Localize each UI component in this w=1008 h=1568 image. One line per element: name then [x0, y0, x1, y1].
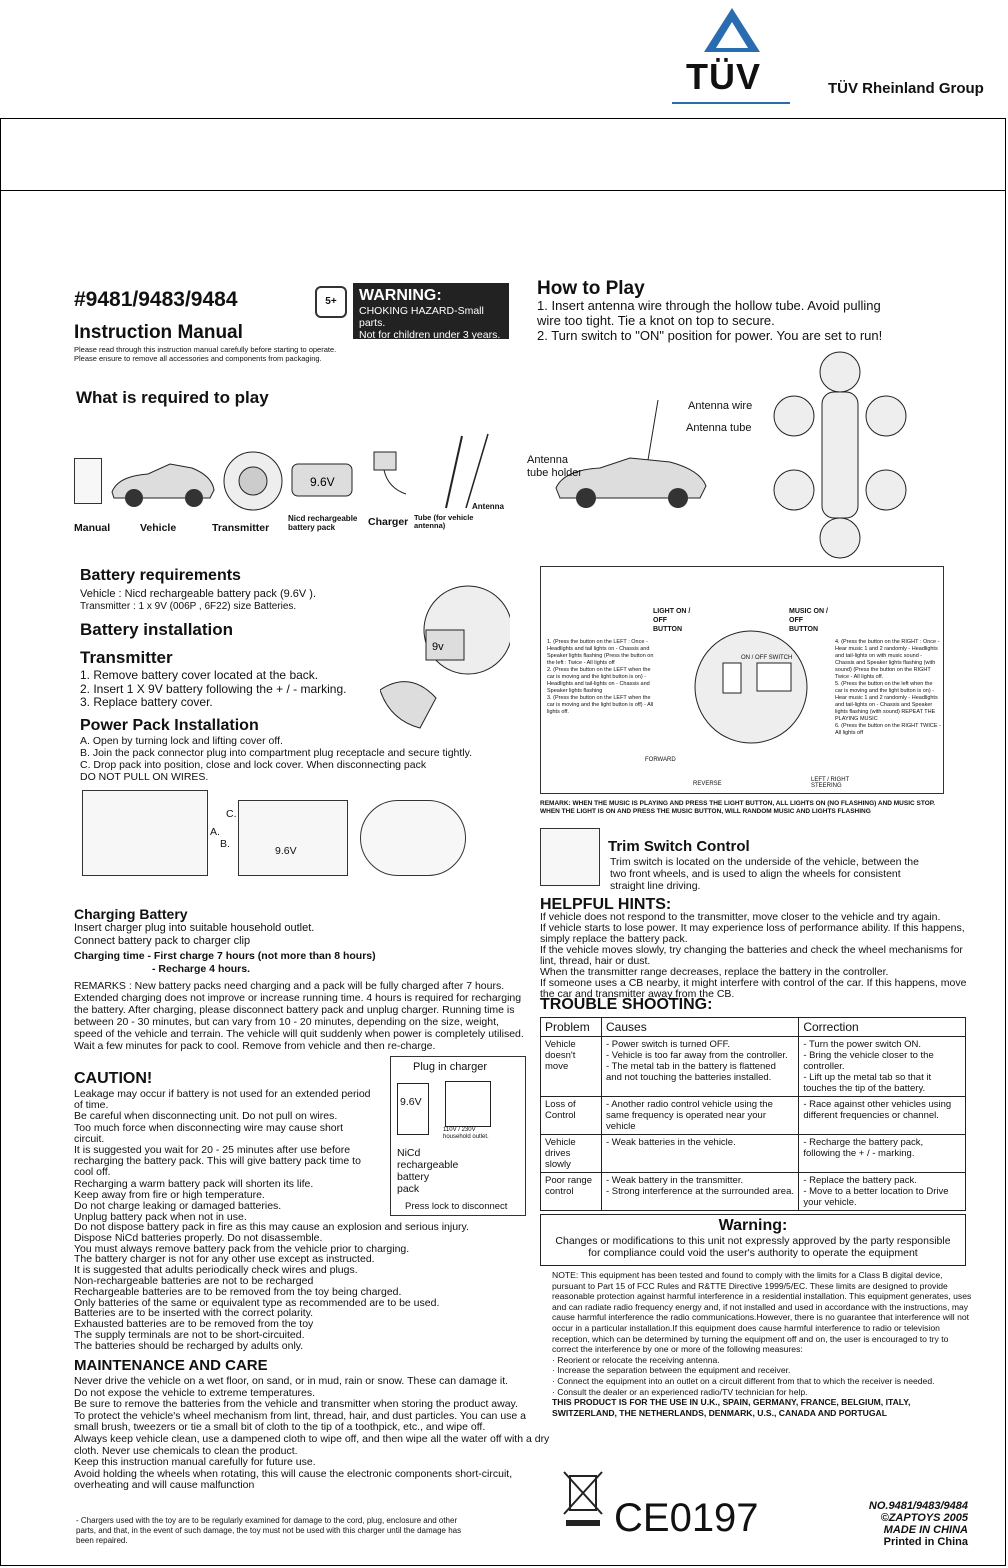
caution-item: You must always remove battery pack from the vehicle prior to charging. [74, 1242, 410, 1255]
power-pack-title: Power Pack Installation [80, 717, 259, 734]
how-to-play-title: How to Play [537, 278, 645, 299]
vehicle-image [108, 456, 218, 515]
header-correction: Correction [799, 1018, 966, 1037]
battery-req-text [80, 588, 316, 613]
hint-item: If vehicle does not respond to the transmitter, move closer to the vehicle and try again. [540, 911, 941, 923]
caution-item: It is suggested that adults periodically check wires and plugs. [74, 1264, 358, 1277]
warning-box [540, 1214, 966, 1266]
maintenance-item: Be sure to remove the batteries from the vehicle and transmitter when storing the product away. [74, 1398, 518, 1411]
battery-pack-icon [397, 1083, 429, 1135]
right-notes [835, 639, 941, 737]
fix: - Lift up the metal tab so that it touches the tip of the battery. [803, 1072, 932, 1094]
maintenance-item: Keep this instruction manual carefully for future use. [74, 1456, 316, 1469]
header-causes: Causes [602, 1018, 799, 1037]
age-icon: 5+ [315, 286, 347, 318]
cell-problem: Vehicle doesn't move [541, 1037, 602, 1097]
fcc-text: NOTE: This equipment has been tested and found to comply with the limits for a Class B digital device, pursuant to Part 15 of FCC Rules and R&TTE Directive 1999/5/EC. These limits are designed to provide reasonable protection against harmful interference in a residential installation. This equipment generates, uses and can radiate radio frequency energy and, if not installed and used in accordance with the instructions, may cause harmful interference the radio communications.However, there is no guarantee that interference will not occur in a particular installation.If this equipment does cause harmful interference to radio or television reception, which can be determined by turning the equipment off and on, the user is encouraged to try to correct the interference by one or more of the following measures: [552, 1270, 972, 1355]
hint-item: If vehicle starts to lose power. It may experience loss of performance ability. If this happens, simply replace the battery pack. [540, 922, 965, 945]
trouble-title: TROUBLE SHOOTING: [540, 996, 713, 1013]
note: 2. (Press the button on the LEFT when the car is moving and the light button is on) - Headlights and tail-lights on - Chassis and Speaker lights flashing [547, 667, 651, 694]
footer-line: NO.9481/9483/9484 [868, 1500, 968, 1512]
caution-item: It is suggested you wait for 20 - 25 minutes after use before recharging the battery pack. This will give battery pack time to cool off. [74, 1144, 361, 1179]
charging-title: Charging Battery [74, 906, 188, 922]
power-pack-steps [80, 735, 520, 783]
item-label: Charger [368, 516, 409, 528]
warning-line: CHOKING HAZARD-Small parts. [359, 305, 484, 329]
step: 2. Insert 1 X 9V battery following the + / - marking. [80, 681, 347, 696]
how-to-play-steps [537, 298, 897, 343]
hints-list [540, 912, 968, 1000]
cause: - Weak batteries in the vehicle. [606, 1137, 736, 1148]
maintenance-title: MAINTENANCE AND CARE [74, 1357, 268, 1374]
caution-item: Do not dispose battery pack in fire as this may cause an explosion and serious injury. [74, 1221, 469, 1233]
music-button-label: MUSIC ON / OFF BUTTON [789, 608, 828, 633]
table-row [541, 1135, 966, 1173]
fix: - Recharge the battery pack, following the + / - marking. [803, 1137, 924, 1159]
cause: - Power switch is turned OFF. [606, 1039, 731, 1050]
manual-title: Instruction Manual [74, 322, 243, 343]
cause: - Strong interference at the surrounded area. [606, 1186, 795, 1197]
item-label: Vehicle [140, 522, 177, 534]
fix: - Move to a better location to Drive your vehicle. [803, 1186, 949, 1208]
cell-fix [799, 1097, 966, 1135]
trim-text: Trim switch is located on the underside of the vehicle, between the two front wheels, and is used to align the wheels for consistent straight line driving. [610, 856, 919, 892]
charging-remarks: REMARKS : New battery packs need charging and a pack will be fully charged after 7 hours. Extended charging does not improve or increase running time. 4 hours is required for recharging the battery. After charging, please disconnect battery pack and unplug charger. Running time is between 20 - 30 minutes, but can vary from 10 - 20 minutes, depending on the size, weight, speed of the vehicle and terrain. The vehicle will quit suddenly when power is completely utilised. Wait a few minutes for pack to cool. Remove from vehicle and then re-charge. [74, 980, 524, 1052]
plug-label: Plug in charger [413, 1061, 487, 1073]
cell-causes [602, 1135, 799, 1173]
trouble-table [540, 1017, 966, 1211]
cause: - Another radio control vehicle using the same frequency is operated near your vehicle [606, 1099, 773, 1132]
warning-box-title: Warning: [718, 1217, 788, 1234]
fcc-countries: THIS PRODUCT IS FOR THE USE IN U.K., SPAIN, GERMANY, FRANCE, BELGIUM, ITALY, SWITZERLAND, THE NETHERLANDS, DENMARK, U.S., CANADA AND PORTUGAL [552, 1397, 911, 1418]
pack-volt-label: 9.6V [275, 845, 297, 857]
maintenance-list [74, 1376, 552, 1492]
svg-text:9v: 9v [432, 641, 444, 653]
tube-holder-label: Antenna tube holder [527, 454, 583, 479]
fcc-notice [552, 1270, 972, 1418]
item-label: Manual [74, 522, 111, 534]
cause: - Weak battery in the transmitter. [606, 1175, 744, 1186]
switch-label: ON / OFF SWITCH [741, 655, 793, 661]
caution-item: Batteries are to be inserted with the correct polarity. [74, 1307, 314, 1320]
note: 4. (Press the button on the RIGHT : Once - Hear music 1 and 2 randomly - Headlights and tail-lights on with music sound - Chassis and Speaker lights flashing (with sound) (Press the button on the RIGHT Twice - All lights off. [835, 639, 940, 680]
cell-fix [799, 1037, 966, 1097]
battery-volt: 9.6V [400, 1096, 422, 1108]
fix: - Bring the vehicle closer to the controller. [803, 1050, 934, 1072]
table-row [541, 1037, 966, 1097]
play-step: 2. Turn switch to "ON" position for power. You are set to run! [537, 328, 883, 343]
caution-item: Dispose NiCd batteries properly. Do not disassemble. [74, 1231, 323, 1244]
charging-line: Connect battery pack to charger clip [74, 934, 251, 947]
step: B. Join the pack connector plug into compartment plug receptacle and secure tightly. [80, 747, 473, 759]
caution-item: Leakage may occur if battery is not used for an extended period of time. [74, 1088, 371, 1112]
transmitter-image [222, 450, 284, 517]
step: A. Open by turning lock and lifting cover off. [80, 735, 283, 747]
caution-item: The batteries should be recharged by adults only. [74, 1339, 304, 1352]
cell-causes [602, 1173, 799, 1211]
caution-item: Do not charge leaking or damaged batteries. [74, 1200, 282, 1213]
table-header-row [541, 1018, 966, 1037]
caution-item: Recharging a warm battery pack will shorten its life. [74, 1177, 314, 1190]
trim-title: Trim Switch Control [608, 838, 750, 855]
caution-item: Rechargeable batteries are to be removed from the toy being charged. [74, 1285, 402, 1298]
trim-switch-image [540, 828, 600, 886]
warning-box-text: Changes or modifications to this unit not expressly approved by the party responsible for compliance could void the user's authority to operate the equipment [555, 1235, 951, 1259]
transmitter-steps [80, 669, 346, 710]
frame-divider [0, 190, 1006, 191]
note: 6. (Press the button on the RIGHT TWICE - All lights off [835, 723, 941, 736]
caution-item: Too much force when disconnecting wire may cause short circuit. [74, 1121, 344, 1145]
footer-line: ©ZAPTOYS 2005 [880, 1512, 968, 1524]
intro-line: Please read through this instruction manual carefully before starting to operate. [74, 345, 337, 354]
caution-item: Exhausted batteries are to be removed from the toy [74, 1318, 314, 1331]
left-notes [547, 639, 657, 716]
pack-label-b: B. [220, 838, 230, 850]
fix: - Race against other vehicles using different frequencies or channel. [803, 1099, 952, 1121]
warning-title: WARNING: [359, 287, 442, 304]
cell-problem: Loss of Control [541, 1097, 602, 1135]
caution-list-a [74, 1089, 374, 1223]
transmitter-battery-image [380, 580, 510, 735]
fix: - Replace the battery pack. [803, 1175, 917, 1186]
tuv-logo-word: TÜV [686, 56, 761, 97]
controller-remark: REMARK: WHEN THE MUSIC IS PLAYING AND PRESS THE LIGHT BUTTON, ALL LIGHTS ON (NO FLASHING) AND MUSIC STOP. WHEN THE LIGHT IS ON AND PRESS THE MUSIC BUTTON, WILL RANDOM MUSIC AND LIGHTS FLASHING [540, 800, 936, 815]
battery-req-line: Transmitter : 1 x 9V (006P , 6F22) size Batteries. [80, 600, 297, 612]
power-pack-image-2 [238, 800, 348, 876]
hint-item: If someone uses a CB nearby, it might interfere with control of the car. If this happens, move the car and transmitter away from the CB. [540, 977, 967, 1000]
choking-warning [353, 283, 509, 339]
header-problem: Problem [541, 1018, 602, 1037]
battery-pack-image [288, 456, 358, 511]
maintenance-footnote: - Chargers used with the toy are to be regularly examined for damage to the cord, plug, enclosure and other parts, and that, in the event of such damage, the toy must not be used with this charger until the damage has been repaired. [76, 1516, 462, 1545]
power-pack-image-3 [360, 800, 466, 876]
logo-underline [672, 102, 790, 104]
transmitter-title: Transmitter [80, 648, 173, 667]
svg-text:9.6V: 9.6V [310, 475, 335, 489]
item-label: Antenna [472, 502, 504, 511]
fcc-measure: · Reorient or relocate the receiving antenna. [552, 1354, 720, 1365]
required-title: What is required to play [76, 388, 269, 407]
table-row [541, 1097, 966, 1135]
press-label: Press lock to disconnect [405, 1201, 508, 1212]
cell-causes [602, 1037, 799, 1097]
item-label: Nicd rechargeable battery pack [288, 514, 358, 532]
fcc-measure: · Increase the separation between the equipment and receiver. [552, 1365, 791, 1376]
battery-req-title: Battery requirements [80, 567, 241, 584]
caution-item: Be careful when disconnecting unit. Do not pull on wires. [74, 1110, 338, 1123]
nicd-label: NiCd rechargeable battery pack [397, 1147, 459, 1195]
caution-item: Keep away from fire or high temperature. [74, 1188, 265, 1201]
fcc-measure: · Consult the dealer or an experienced radio/TV technician for help. [552, 1386, 808, 1397]
item-label: Transmitter [212, 522, 270, 534]
light-button-label: LIGHT ON / OFF BUTTON [653, 608, 691, 633]
note: 5. (Press the button on the left when the car is moving and the light button is on) - Hear music 1 and 2 randomly - Headlights and tail-lights on - Chassis and Speaker lights flashing (with sound) REPEAT THE PLAYING MUSIC [835, 681, 938, 722]
antenna-tube-label: Antenna tube [686, 422, 752, 434]
manual-image [74, 458, 102, 504]
brand-name: TÜV Rheinland Group [828, 80, 984, 97]
charging-time-2: - Recharge 4 hours. [152, 963, 251, 975]
caution-item: Unplug battery pack when not in use. [74, 1211, 247, 1224]
cell-problem: Poor range control [541, 1173, 602, 1211]
hint-item: When the transmitter range decreases, replace the battery in the controller. [540, 966, 889, 978]
model-number: #9481/9483/9484 [74, 288, 238, 311]
fcc-measure: · Connect the equipment into an outlet on a circuit different from that to which the receiver is needed. [552, 1375, 935, 1386]
tuv-logo [700, 6, 764, 54]
item-label: Tube (for vehicle antenna) [414, 513, 474, 530]
footer-info [834, 1500, 968, 1548]
antenna-wire-label: Antenna wire [688, 400, 753, 412]
maintenance-item: Never drive the vehicle on a wet floor, on sand, or in mud, rain or snow. These can damage it. [74, 1375, 509, 1387]
step: DO NOT PULL ON WIRES. [80, 771, 209, 783]
cell-fix [799, 1135, 966, 1173]
hint-item: If the vehicle moves slowly, try changing the batteries and check the wheel mechanisms for lint, thread, hair or dust. [540, 944, 963, 967]
intro-text [74, 345, 364, 363]
charger-icon [445, 1081, 491, 1127]
cell-fix [799, 1173, 966, 1211]
maintenance-item: Always keep vehicle clean, use a dampened cloth to wipe off, and then wipe all the water off with a dry cloth. Never use chemicals to clean the product. [74, 1432, 550, 1457]
fix: - Turn the power switch ON. [803, 1039, 922, 1050]
caution-title: CAUTION! [74, 1070, 153, 1087]
charging-lines [74, 922, 314, 947]
charging-line: Insert charger plug into suitable household outlet. [74, 922, 315, 934]
play-step: 1. Insert antenna wire through the hollow tube. Avoid pulling wire too tight. Tie a knot on top to secure. [537, 298, 881, 328]
step: 1. Remove battery cover located at the back. [80, 668, 319, 682]
intro-line: Please ensure to remove all accessories and components from packaging. [74, 354, 322, 363]
recycle-bin-icon [562, 1466, 604, 1530]
note: 3. (Press the button on the LEFT when the car is moving and the light button is off) - All lights off. [547, 695, 654, 715]
pack-label-c: C. [226, 808, 237, 820]
caution-item: The battery charger is not for any other use except as instructed. [74, 1253, 375, 1266]
outlet-label: 110V / 230V household outlet. [443, 1127, 489, 1140]
footer-line: Printed in China [883, 1536, 968, 1548]
caution-list-b [74, 1222, 534, 1352]
cause: - The metal tab in the battery is flattened and not touching the batteries installed. [606, 1061, 776, 1083]
note: 1. (Press the button on the LEFT : Once - Headlights and tail lights on - Chassis and Speaker lights flashing (Press the button on the left : Twice - All lights off [547, 639, 654, 666]
controller-diagram [540, 566, 944, 794]
cell-problem: Vehicle drives slowly [541, 1135, 602, 1173]
step: C. Drop pack into position, close and lock cover. When disconnecting pack [80, 759, 427, 771]
steer-label: LEFT / RIGHT STEERING [811, 777, 850, 789]
caution-item: The supply terminals are not to be short-circuited. [74, 1328, 305, 1341]
charger-image [368, 448, 418, 505]
pack-label-a: A. [210, 826, 220, 838]
caution-item: Only batteries of the same or equivalent type as recommended are to be used. [74, 1296, 440, 1309]
cause: - Vehicle is too far away from the controller. [606, 1050, 788, 1061]
ce-mark: CE0197 [614, 1496, 759, 1540]
warning-line: Not for children under 3 years. [359, 329, 501, 341]
hints-title: HELPFUL HINTS: [540, 896, 672, 913]
table-row [541, 1173, 966, 1211]
power-pack-image-1 [82, 790, 208, 876]
maintenance-item: Do not expose the vehicle to extreme temperatures. [74, 1386, 316, 1399]
charger-figure [390, 1056, 526, 1216]
step: 3. Replace battery cover. [80, 695, 213, 709]
steering-diagram [770, 350, 910, 565]
caution-item: Non-rechargeable batteries are not to be recharged [74, 1274, 314, 1287]
battery-install-title: Battery installation [80, 620, 234, 639]
maintenance-item: Avoid holding the wheels when rotating, this will cause the electronic components short-circuit, overheating and will cause malfunction [74, 1467, 513, 1492]
charging-time-1: Charging time - First charge 7 hours (not more than 8 hours) [74, 950, 376, 962]
reverse-label: REVERSE [693, 781, 722, 787]
footer-line: MADE IN CHINA [883, 1524, 968, 1536]
maintenance-item: To protect the vehicle's wheel mechanism from lint, thread, hair, and dust particles. You can use a small brush, tweezers or tie a small bit of cloth to the tip of a toothpick, etc., and wipe off. [74, 1409, 527, 1434]
forward-label: FORWARD [645, 757, 676, 763]
battery-req-line: Vehicle : Nicd rechargeable battery pack (9.6V ). [80, 588, 317, 600]
cell-causes [602, 1097, 799, 1135]
